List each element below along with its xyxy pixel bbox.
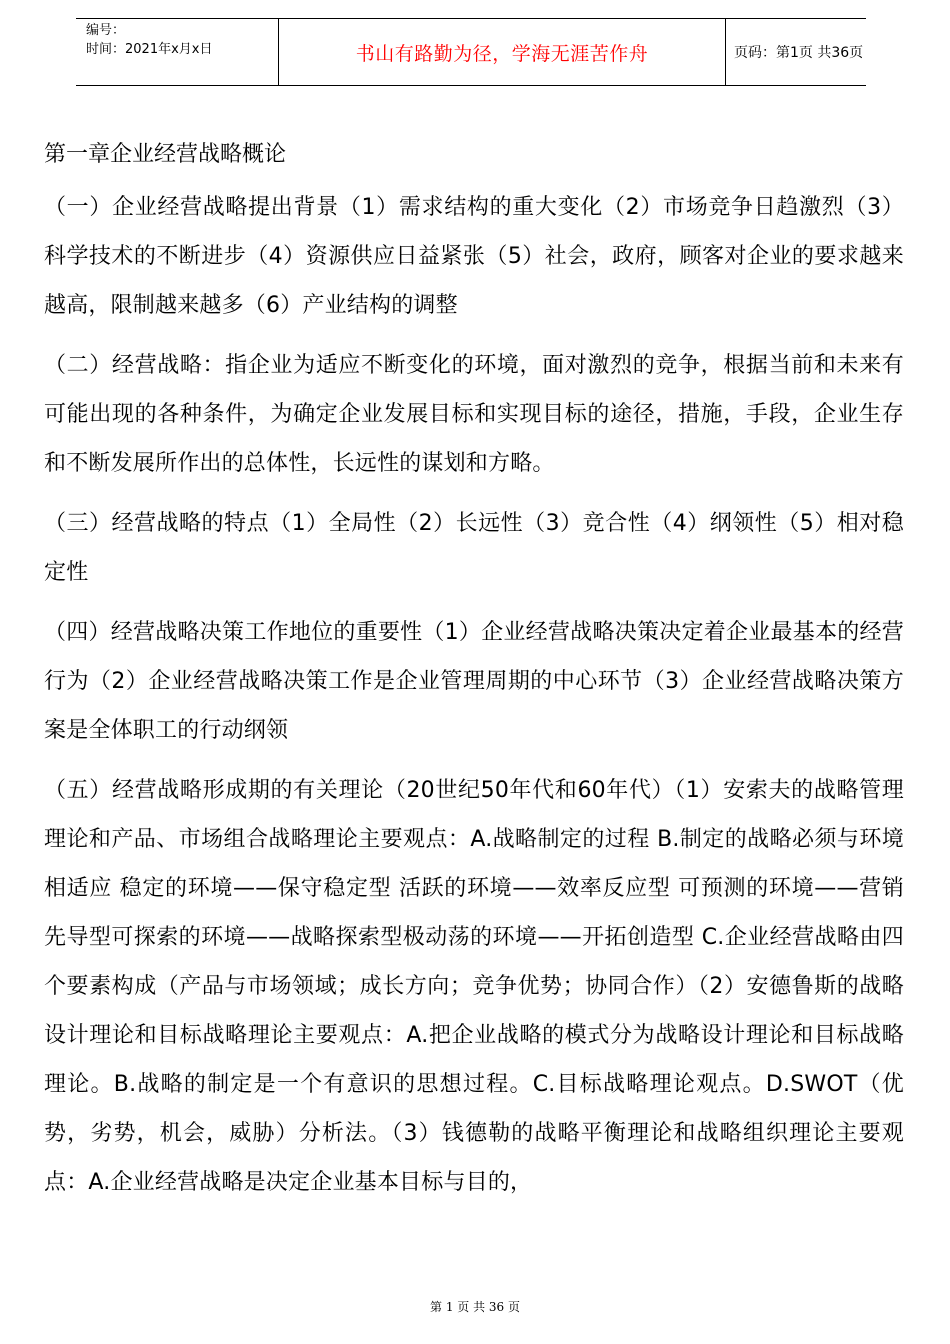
document-time-label: 时间：2021年x月x日 xyxy=(86,42,213,57)
page-header xyxy=(76,18,866,86)
page-footer: 第 1 页 共 36 页 xyxy=(430,1300,520,1314)
paragraph-3: （三）经营战略的特点（1）全局性（2）长远性（3）竞合性（4）纲领性（5）相对稳定性 xyxy=(44,511,904,585)
paragraph-1: （一）企业经营战略提出背景（1）需求结构的重大变化（2）市场竞争日趋激烈（3）科学技术的不断进步（4）资源供应日益紧张（5）社会，政府，顾客对企业的要求越来越高，限制越来越多（6）产业结构的调整 xyxy=(44,195,904,318)
paragraph-2: （二）经营战略：指企业为适应不断变化的环境，面对激烈的竞争，根据当前和未来有可能出现的各种条件，为确定企业发展目标和实现目标的途径，措施，手段，企业生存和不断发展所作出的总体性，长远性的谋划和方略。 xyxy=(44,353,904,476)
header-meta xyxy=(76,19,278,85)
header-motto-cell xyxy=(278,19,726,85)
header-page-cell xyxy=(726,19,866,85)
header-motto: 书山有路勤为径，学海无涯苦作舟 xyxy=(355,42,649,65)
paragraph-5: （五）经营战略形成期的有关理论（20世纪50年代和60年代）（1）安索夫的战略管理理论和产品、市场组合战略理论主要观点：A.战略制定的过程 B.制定的战略必须与环境相适应 稳定的环境——保守稳定型 活跃的环境——效率反应型 可预测的环境——营销先导型可探索的环境——战略探索型极动荡的环境——开拓创造型 C.企业经营战略由四个要素构成（产品与市场领域；成长方向；竞争优势；协同合作）（2）安德鲁斯的战略设计理论和目标战略理论主要观点：A.把企业战略的模式分为战略设计理论和目标战略理论。B.战略的制定是一个有意识的思想过程。C.目标战略理论观点。D.SWOT（优势，劣势，机会，威胁）分析法。（3）钱德勒的战略平衡理论和战略组织理论主要观点：A.企业经营战略是决定企业基本目标与目的， xyxy=(44,778,904,1195)
header-page-info: 页码：第1页 共36页 xyxy=(734,45,864,61)
paragraph-4: （四）经营战略决策工作地位的重要性（1）企业经营战略决策决定着企业最基本的经营行为（2）企业经营战略决策工作是企业管理周期的中心环节（3）企业经营战略决策方案是全体职工的行动纲领 xyxy=(44,620,904,743)
chapter-title: 第一章企业经营战略概论 xyxy=(44,142,287,167)
document-number-label: 编号： xyxy=(86,23,126,38)
document-body xyxy=(44,135,904,1218)
